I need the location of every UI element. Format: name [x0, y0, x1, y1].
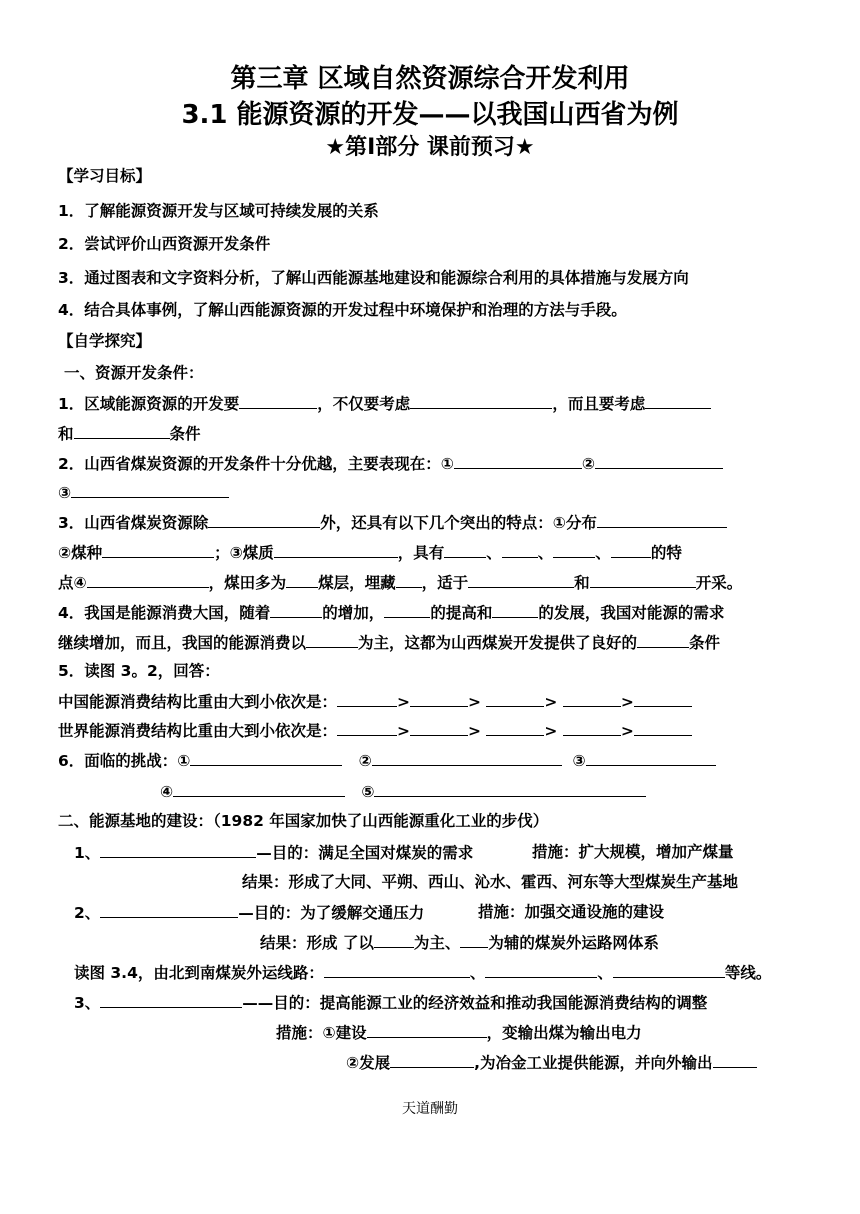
blank[interactable] [444, 542, 486, 558]
blank[interactable] [486, 720, 544, 736]
blank[interactable] [100, 902, 238, 918]
blank[interactable] [634, 720, 692, 736]
blank[interactable] [71, 482, 229, 498]
question-3-line: ②煤种 ；③煤质 ，具有 、 、 、 的特 [58, 544, 682, 562]
blank[interactable] [190, 750, 342, 766]
objective-item: 1．了解能源资源开发与区域可持续发展的关系 [58, 202, 379, 220]
blank[interactable] [486, 691, 544, 707]
blank[interactable] [410, 393, 552, 409]
blank[interactable] [553, 542, 595, 558]
blank[interactable] [595, 453, 723, 469]
self-study-heading: 【自学探究】 [58, 332, 152, 350]
question-6-line: 6．面临的挑战：① ② ③ [58, 750, 716, 771]
blank[interactable] [410, 720, 468, 736]
blank[interactable] [372, 750, 562, 766]
blank[interactable] [645, 393, 711, 409]
question-2-line: ③ [58, 482, 229, 503]
blank[interactable] [173, 781, 345, 797]
question-1-line: 和 条件 [58, 425, 201, 443]
blank[interactable] [100, 842, 256, 858]
base-item-1-result: 结果：形成了大同、平朔、西山、沁水、霍西、河东等大型煤炭生产基地 [242, 873, 739, 891]
blank[interactable] [396, 572, 422, 588]
question-3-line: 3．山西省煤炭资源除 外，还具有以下几个突出的特点：①分布 [58, 512, 727, 533]
blank[interactable] [713, 1052, 757, 1068]
blank[interactable] [274, 542, 398, 558]
blank[interactable] [87, 572, 209, 588]
blank[interactable] [454, 453, 582, 469]
blank[interactable] [100, 992, 242, 1008]
blank[interactable] [306, 632, 358, 648]
question-4-line: 4．我国是能源消费大国，随着 的增加， 的提高和 的发展，我国对能源的需求 [58, 604, 725, 622]
question-5-china: 中国能源消费结构比重由大到小依次是： > > > > [58, 691, 692, 712]
question-5-line: 5．读图 3。2，回答： [58, 662, 220, 680]
blank[interactable] [611, 542, 651, 558]
base-item-2: 2、 —目的：为了缓解交通压力 [74, 904, 425, 922]
section-title: 3.1 能源资源的开发——以我国山西省为例 [181, 100, 679, 130]
blank[interactable] [208, 512, 320, 528]
blank[interactable] [613, 962, 725, 978]
base-item-3-measure: ②发展 ,为冶金工业提供能源，并向外输出 [346, 1052, 757, 1073]
blank[interactable] [374, 781, 646, 797]
question-2-line: 2．山西省煤炭资源的开发条件十分优越，主要表现在：① ② [58, 453, 723, 474]
question-4-line: 继续增加，而且，我国的能源消费以 为主，这都为山西煤炭开发提供了良好的 条件 [58, 634, 721, 652]
blank[interactable] [324, 962, 470, 978]
base-item-1-measure: 措施：扩大规模，增加产煤量 [532, 843, 734, 861]
blank[interactable] [502, 542, 538, 558]
blank[interactable] [485, 962, 597, 978]
blank[interactable] [337, 720, 397, 736]
section1-heading: 一、资源开发条件： [64, 364, 204, 382]
question-3-line: 点④ ，煤田多为 煤层，埋藏 ，适于 和 开采。 [58, 574, 743, 592]
objective-item: 3．通过图表和文字资料分析，了解山西能源基地建设和能源综合利用的具体措施与发展方向 [58, 269, 689, 287]
blank[interactable] [563, 691, 621, 707]
footer-motto: 天道酬勤 [402, 1101, 458, 1117]
part-title: ★第Ⅰ部分 课前预习★ [325, 135, 535, 160]
blank[interactable] [468, 572, 574, 588]
blank[interactable] [597, 512, 727, 528]
blank[interactable] [410, 691, 468, 707]
blank[interactable] [390, 1052, 474, 1068]
objectives-heading: 【学习目标】 [58, 167, 152, 185]
question-1-line: 1．区域能源资源的开发要 ，不仅要考虑 ，而且要考虑 [58, 393, 711, 414]
blank[interactable] [286, 572, 318, 588]
blank[interactable] [74, 423, 170, 439]
blank[interactable] [492, 602, 538, 618]
blank[interactable] [460, 932, 488, 948]
route-question: 读图 3.4，由北到南煤炭外运线路： 、 、 等线。 [74, 964, 772, 982]
blank[interactable] [384, 602, 430, 618]
section2-heading: 二、能源基地的建设：（1982 年国家加快了山西能源重化工业的步伐） [58, 812, 549, 830]
blank[interactable] [590, 572, 696, 588]
base-item-1: 1、 —目的：满足全国对煤炭的需求 [74, 844, 474, 862]
blank[interactable] [563, 720, 621, 736]
blank[interactable] [239, 393, 317, 409]
blank[interactable] [367, 1022, 487, 1038]
blank[interactable] [637, 632, 689, 648]
blank[interactable] [270, 602, 322, 618]
question-6-line: ④ ⑤ [160, 781, 646, 802]
objective-item: 2．尝试评价山西资源开发条件 [58, 235, 271, 253]
blank[interactable] [374, 932, 414, 948]
blank[interactable] [337, 691, 397, 707]
base-item-2-measure: 措施：加强交通设施的建设 [478, 903, 665, 921]
question-5-world: 世界能源消费结构比重由大到小依次是： > > > > [58, 720, 692, 741]
chapter-title: 第三章 区域自然资源综合开发利用 [230, 64, 630, 94]
blank[interactable] [634, 691, 692, 707]
base-item-2-result: 结果：形成 了以 为主、 为辅的煤炭外运路网体系 [260, 934, 659, 952]
base-item-3: 3、 ——目的：提高能源工业的经济效益和推动我国能源消费结构的调整 [74, 994, 708, 1012]
objective-item: 4．结合具体事例，了解山西能源资源的开发过程中环境保护和治理的方法与手段。 [58, 301, 627, 319]
blank[interactable] [586, 750, 716, 766]
base-item-3-measure: 措施：①建设 ，变输出煤为输出电力 [276, 1024, 642, 1042]
blank[interactable] [102, 542, 214, 558]
